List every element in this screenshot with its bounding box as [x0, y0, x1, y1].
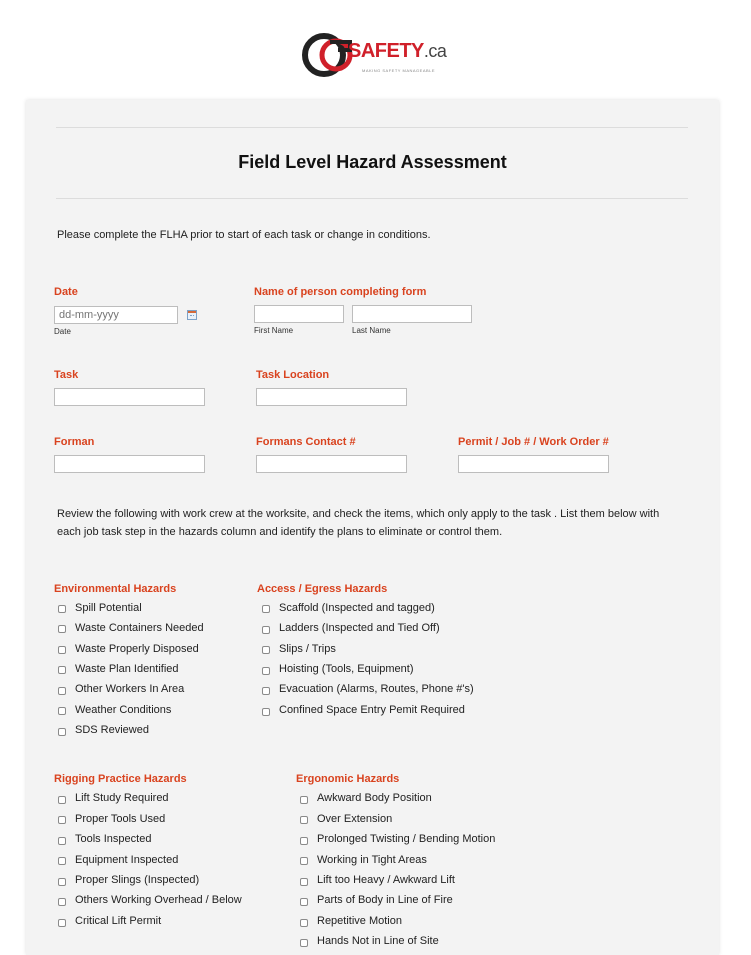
- task-location-label: Task Location: [256, 369, 330, 381]
- forman-input[interactable]: [54, 455, 205, 473]
- first-name-sublabel: First Name: [254, 326, 294, 335]
- checkbox[interactable]: [58, 605, 66, 613]
- formans-contact-label: Formans Contact #: [256, 436, 356, 448]
- checkbox[interactable]: [300, 857, 308, 865]
- checkbox-label[interactable]: Lift too Heavy / Awkward Lift: [317, 874, 455, 886]
- checkbox[interactable]: [58, 837, 66, 845]
- environmental-hazards-title: Environmental Hazards: [54, 583, 177, 595]
- top-divider: [56, 127, 688, 128]
- checkbox[interactable]: [300, 837, 308, 845]
- checkbox-label[interactable]: Waste Containers Needed: [75, 622, 204, 634]
- checkbox-label[interactable]: Weather Conditions: [75, 704, 172, 716]
- last-name-sublabel: Last Name: [352, 326, 391, 335]
- checkbox-label[interactable]: Over Extension: [317, 813, 393, 825]
- checkbox-label[interactable]: Proper Tools Used: [75, 813, 166, 825]
- checkbox[interactable]: [58, 816, 66, 824]
- checkbox[interactable]: [58, 796, 66, 804]
- checkbox-label[interactable]: Ladders (Inspected and Tied Off): [279, 622, 440, 634]
- checkbox-label[interactable]: Working in Tight Areas: [317, 854, 427, 866]
- checkbox[interactable]: [58, 898, 66, 906]
- checkbox[interactable]: [58, 707, 66, 715]
- checkbox[interactable]: [300, 816, 308, 824]
- checkbox[interactable]: [58, 625, 66, 633]
- checkbox[interactable]: [262, 687, 270, 695]
- ergonomic-hazards-title: Ergonomic Hazards: [296, 773, 400, 785]
- checkbox[interactable]: [58, 687, 66, 695]
- checkbox-label[interactable]: Waste Properly Disposed: [75, 643, 199, 655]
- checkbox-label[interactable]: Hands Not in Line of Site: [317, 935, 439, 947]
- form-card: [26, 100, 719, 955]
- checkbox[interactable]: [300, 796, 308, 804]
- checkbox[interactable]: [58, 666, 66, 674]
- checkbox-label[interactable]: Spill Potential: [75, 602, 142, 614]
- checkbox[interactable]: [300, 919, 308, 927]
- checkbox-label[interactable]: Awkward Body Position: [317, 792, 432, 804]
- calendar-icon[interactable]: [187, 310, 197, 320]
- checkbox[interactable]: [262, 626, 270, 634]
- checkbox-label[interactable]: Prolonged Twisting / Bending Motion: [317, 833, 496, 845]
- date-label: Date: [54, 286, 78, 298]
- first-name-input[interactable]: [254, 305, 344, 323]
- checkbox-label[interactable]: Scaffold (Inspected and tagged): [279, 602, 435, 614]
- checkbox-label[interactable]: Slips / Trips: [279, 643, 336, 655]
- checkbox[interactable]: [262, 708, 270, 716]
- checkbox[interactable]: [58, 919, 66, 927]
- checkbox-label[interactable]: Hoisting (Tools, Equipment): [279, 663, 414, 675]
- name-label: Name of person completing form: [254, 286, 427, 298]
- checkbox[interactable]: [262, 646, 270, 654]
- checkbox-label[interactable]: Proper Slings (Inspected): [75, 874, 200, 886]
- checkbox-label[interactable]: Confined Space Entry Pemit Required: [279, 704, 465, 716]
- title-divider: [56, 198, 688, 199]
- permit-input[interactable]: [458, 455, 609, 473]
- checkbox-label[interactable]: Equipment Inspected: [75, 854, 179, 866]
- logo-tagline: MAKING SAFETY MANAGEABLE: [362, 68, 436, 73]
- last-name-input[interactable]: [352, 305, 472, 323]
- checkbox-label[interactable]: Parts of Body in Line of Fire: [317, 894, 453, 906]
- checkbox[interactable]: [300, 898, 308, 906]
- checkbox[interactable]: [58, 646, 66, 654]
- checkbox[interactable]: [300, 878, 308, 886]
- logo-brand: SAFETY.ca: [348, 40, 447, 62]
- rigging-hazards-title: Rigging Practice Hazards: [54, 773, 187, 785]
- checkbox[interactable]: [262, 667, 270, 675]
- corsafety-logo: [300, 30, 450, 80]
- checkbox-label[interactable]: Other Workers In Area: [75, 683, 185, 695]
- formans-contact-input[interactable]: [256, 455, 407, 473]
- review-instructions: Review the following with work crew at the worksite, and check the items, which only apply to the task . List them below with each job task step in the hazards column and identify the plans to eliminate or control them.: [57, 508, 660, 538]
- checkbox[interactable]: [58, 857, 66, 865]
- checkbox[interactable]: [262, 605, 270, 613]
- checkbox-label[interactable]: Waste Plan Identified: [75, 663, 179, 675]
- checkbox-label[interactable]: Tools Inspected: [75, 833, 152, 845]
- checkbox-label[interactable]: Evacuation (Alarms, Routes, Phone #'s): [279, 683, 474, 695]
- access-egress-hazards-title: Access / Egress Hazards: [257, 583, 388, 595]
- checkbox[interactable]: [300, 939, 308, 947]
- checkbox-label[interactable]: Others Working Overhead / Below: [75, 894, 242, 906]
- task-location-input[interactable]: [256, 388, 407, 406]
- form-title: Field Level Hazard Assessment: [238, 152, 507, 172]
- intro-text: Please complete the FLHA prior to start of each task or change in conditions.: [57, 229, 431, 241]
- checkbox[interactable]: [58, 728, 66, 736]
- checkbox[interactable]: [58, 878, 66, 886]
- permit-label: Permit / Job # / Work Order #: [458, 436, 609, 448]
- checkbox-label[interactable]: SDS Reviewed: [75, 724, 149, 736]
- checkbox-label[interactable]: Repetitive Motion: [317, 915, 402, 927]
- task-input[interactable]: [54, 388, 205, 406]
- checkbox-label[interactable]: Lift Study Required: [75, 792, 169, 804]
- checkbox-label[interactable]: Critical Lift Permit: [75, 915, 162, 927]
- task-label: Task: [54, 369, 79, 381]
- date-sublabel: Date: [54, 327, 71, 336]
- date-input[interactable]: [54, 306, 178, 324]
- forman-label: Forman: [54, 436, 95, 448]
